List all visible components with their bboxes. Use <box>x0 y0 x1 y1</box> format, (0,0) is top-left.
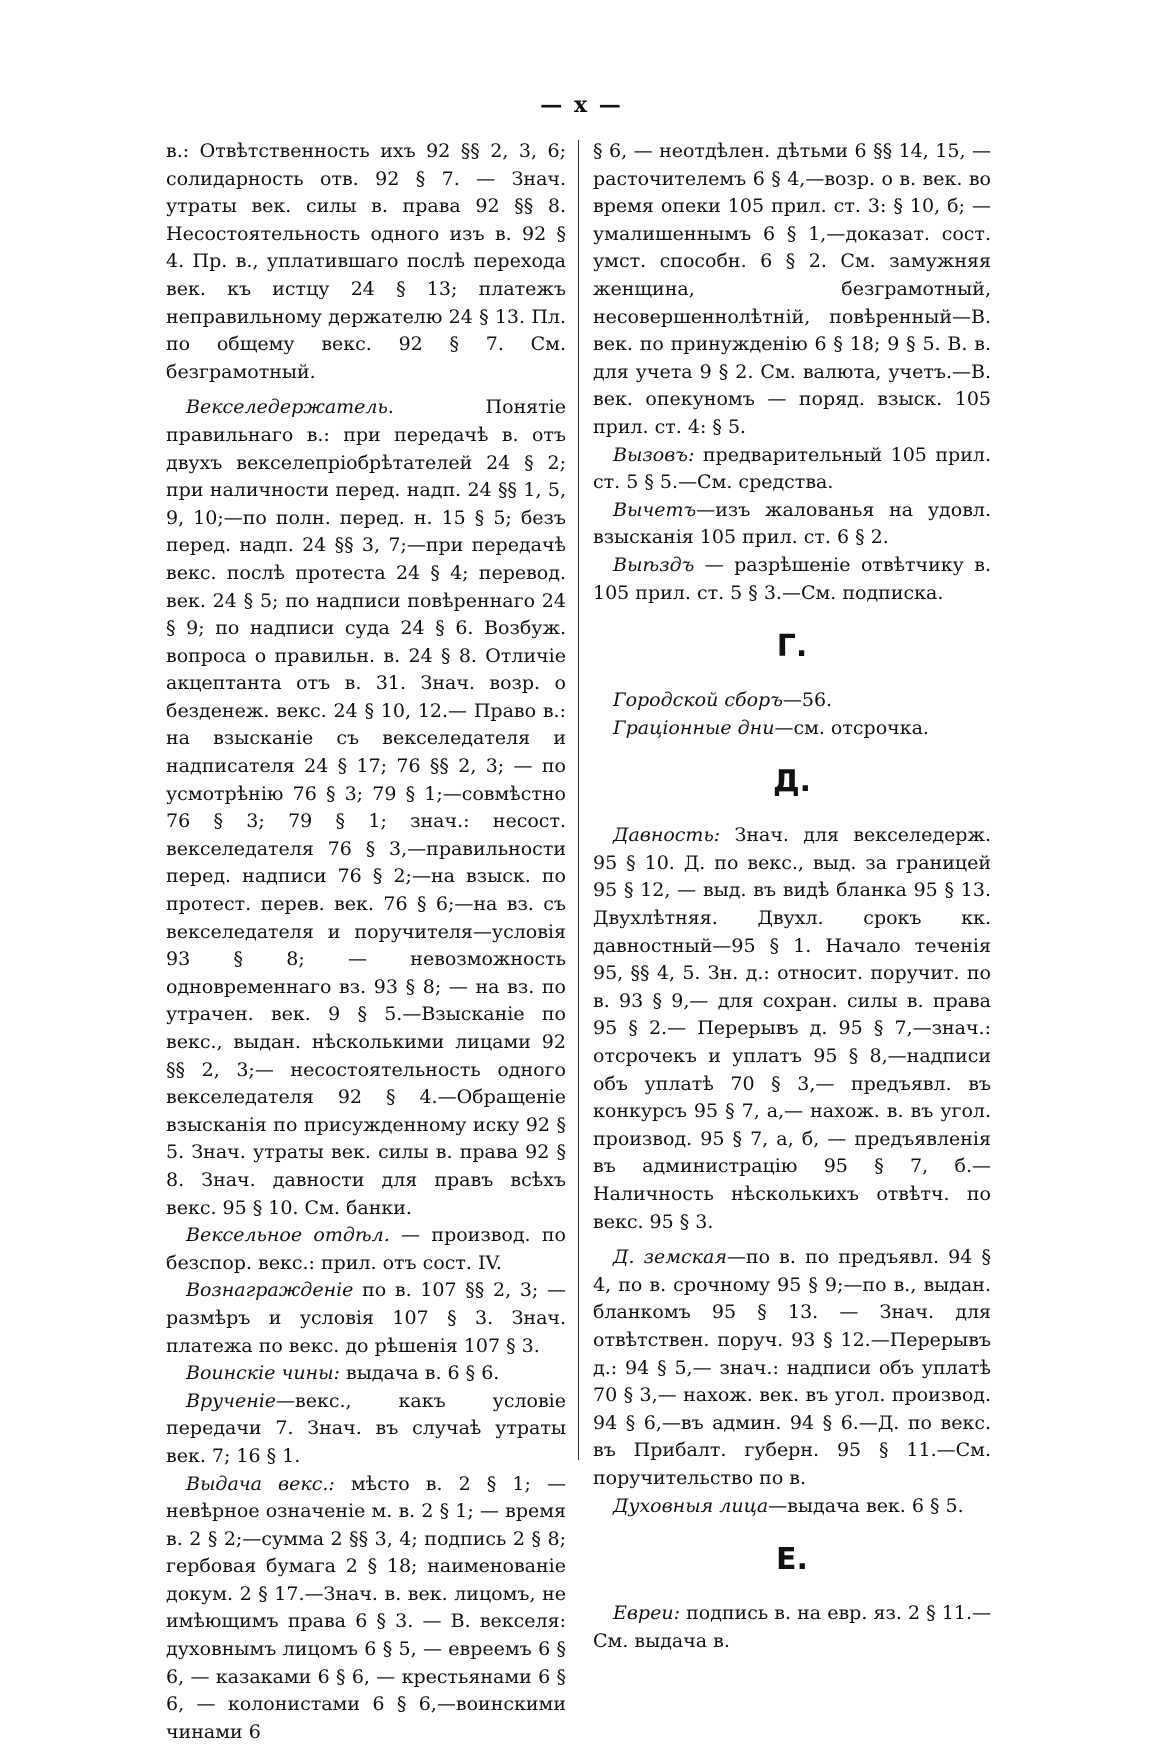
entry-vydacha-veks <box>166 1471 566 1746</box>
entry-term: Врученіе <box>186 1390 276 1412</box>
entry-continuation: § 6, — неотдѣлен. дѣтьми 6 §§ 14, 15, — расточителемъ 6 § 4,—возр. о в. век. во время опеки 105 прил. ст. 3: § 10, б; — умалишеннымъ 6 § 1,—доказат. сост. умст. способн. 6 § 2. См. замужняя женщина, безграмотный, несовершеннолѣтній, повѣренный—В. век. по принужденію 6 § 18; 9 § 5. В. в. для учета 9 § 2. См. валюта, учетъ.—В. век. опекуномъ — поряд. взыск. 105 прил. ст. 4: § 5. <box>593 138 991 442</box>
right-column <box>593 138 991 1655</box>
entry-text: —изъ жалованья на удовл. взысканія 105 прил. ст. 6 § 2. <box>593 499 991 549</box>
entry-term: Вексельное отдѣл. <box>186 1224 390 1246</box>
entry-duhovnye-lica <box>593 1493 991 1521</box>
entry-text: —выдача век. 6 § 5. <box>768 1495 963 1517</box>
entry-voznagrazhdenie <box>166 1277 566 1360</box>
entry-text: Знач. для векселедерж. 95 § 10. Д. по векс., выд. за границей 95 § 12, — выд. въ видѣ бланка 95 § 13. Двухлѣтняя. Двухл. срокъ кк. давностный—95 § 1. Начало теченія 95, §§ 4, 5. Зн. д.: относит. поручит. по в. 93 § 9,— для сохран. силы в. права 95 § 2.— Перерывъ д. 95 § 7,—знач.: отсрочекъ и уплатъ 95 § 8,—надписи объ уплатѣ 70 § 3,— предъявл. въ конкурсъ 95 § 7, а,— нахож. в. въ угол. производ. 95 § 7, а, б, — предъявленія въ администрацію 95 § 7, б.— Наличность нѣсколькихъ отвѣтч. по векс. 95 § 3. <box>593 824 991 1232</box>
entry-term: Вычетъ <box>613 499 696 521</box>
entry-vyzov <box>593 442 991 497</box>
entry-term: Выѣздъ <box>613 554 694 576</box>
entry-vruchenie <box>166 1388 566 1471</box>
entry-text: Понятіе правильнаго в.: при передачѣ в. отъ двухъ векселепріобрѣтателей 24 § 2; при наличности перед. надп. 24 §§ 1, 5, 9, 10;—по полн. перед. н. 15 § 5; безъ перед. надп. 24 §§ 3, 7;—при передачѣ векс. послѣ протеста 24 § 4; перевод. век. 24 § 5; по надписи повѣреннаго 24 § 9; по надписи суда 24 § 6. Возбуж. вопроса о правильн. в. 24 § 8. Отличіе акцептанта отъ в. 31. Знач. возр. о безденеж. векс. 24 § 10, 12.— Право в.: на взысканіе съ векселедателя и надписателя 24 § 17; 76 §§ 2, 3; — по усмотрѣнію 76 § 3; 79 § 1;—совмѣстно 76 § 3; 79 § 1; знач.: несост. векселедателя 76 § 3,—правильности перед. надписи 76 § 2;—на взыск. по протест. перев. век. 76 § 6;—на вз. съ векселедателя и поручителя—условія 93 § 8; — невозможность одновременнаго вз. 93 § 8; — на вз. по утрачен. век. 9 § 5.—Взысканіе по векс., выдан. нѣсколькими лицами 92 §§ 2, 3;— несостоятельность одного векселедателя 92 § 4.—Обращеніе взысканія по присужденному иску 92 § 5. Знач. утраты век. силы в. права 92 § 8. Знач. давности для правъ всѣхъ векс. 95 § 10. См. банки. <box>166 396 566 1218</box>
entry-term: Граціонные дни <box>613 717 774 739</box>
entry-term: Вызовъ: <box>613 444 694 466</box>
entry-gorodskoy-sbor <box>593 687 991 715</box>
entry-term: Выдача векс.: <box>186 1473 335 1495</box>
entry-voinskie-chiny <box>166 1360 566 1388</box>
entry-text: —см. отсрочка. <box>774 717 929 739</box>
entry-term: Евреи: <box>613 1602 680 1624</box>
section-letter-g: Г. <box>593 629 991 665</box>
entry-davnost <box>593 822 991 1236</box>
section-letter-e: Е. <box>593 1542 991 1578</box>
entry-text: по в. 107 §§ 2, 3; — размѣръ и условія 107 § 3. Знач. платежа по векс. до рѣшенія 107 § 3. <box>166 1279 566 1356</box>
entry-term: Духовныя лица <box>613 1495 768 1517</box>
entry-term: Векселедержатель. <box>186 396 394 418</box>
entry-text: —56. <box>783 689 832 711</box>
column-divider <box>578 140 579 1460</box>
entry-text: — разрѣшеніе отвѣтчику в. 105 прил. ст. 5 § 3.—См. подписка. <box>593 554 991 604</box>
left-column <box>166 138 566 1746</box>
entry-continuation: в.: Отвѣтственность ихъ 92 §§ 2, 3, 6; солидарность отв. 92 § 7. — Знач. утраты век. силы в. права 92 §§ 8. Несостоятельность одного изъ в. 92 § 4. Пр. в., уплатившаго послѣ перехода век. къ истцу 24 § 13; платежъ неправильному держателю 24 § 13. Пл. по общему векс. 92 § 7. См. безграмотный. <box>166 138 566 386</box>
entry-text: —векс., какъ условіе передачи 7. Знач. въ случаѣ утраты век. 7; 16 § 1. <box>166 1390 566 1467</box>
entry-text: подпись в. на евр. яз. 2 § 11.— См. выдача в. <box>593 1602 991 1652</box>
entry-term: Воинскіе чины: <box>186 1362 340 1384</box>
entry-veksel-otdel <box>166 1222 566 1277</box>
entry-vekseledergatel <box>166 394 566 1222</box>
section-letter-d: Д. <box>593 764 991 800</box>
entry-vychet <box>593 497 991 552</box>
page-number: — x — <box>0 92 1163 118</box>
entry-d-zemskaya <box>593 1244 991 1492</box>
entry-term: Городской сборъ <box>613 689 783 711</box>
entry-term: Д. земская <box>613 1246 727 1268</box>
entry-term: Давность: <box>613 824 720 846</box>
entry-evrei <box>593 1600 991 1655</box>
entry-gracionnye-dni <box>593 715 991 743</box>
entry-text: — производ. по безспор. векс.: прил. отъ сост. IV. <box>166 1224 566 1274</box>
entry-term: Вознагражденіе <box>186 1279 353 1301</box>
entry-text: —по в. по предъявл. 94 § 4, по в. срочному 95 § 9;—по в., выдан. бланкомъ 95 § 13. — Знач. для отвѣтствен. поруч. 93 § 12.—Перерывъ д.: 94 § 5,— знач.: надписи объ уплатѣ 70 § 3,— нахож. век. въ угол. производ. 94 § 6,—въ админ. 94 § 6.—Д. по векс. въ Прибалт. губерн. 95 § 11.—См. поручительство по в. <box>593 1246 991 1489</box>
entry-vyezd <box>593 552 991 607</box>
entry-text: предварительный 105 прил. ст. 5 § 5.—См. средства. <box>593 444 991 494</box>
entry-text: выдача в. 6 § 6. <box>340 1362 499 1384</box>
entry-text: мѣсто в. 2 § 1; — невѣрное означеніе м. в. 2 § 1; — время в. 2 § 2;—сумма 2 §§ 3, 4; подпись 2 § 8; гербовая бумага 2 § 18; наименованіе докум. 2 § 17.—Знач. в. век. лицомъ, не имѣющимъ права 6 § 3. — В. векселя: духовнымъ лицомъ 6 § 5, — евреемъ 6 § 6, — казаками 6 § 6, — крестьянами 6 § 6, — колонистами 6 § 6,—воинскими чинами 6 <box>166 1473 566 1743</box>
